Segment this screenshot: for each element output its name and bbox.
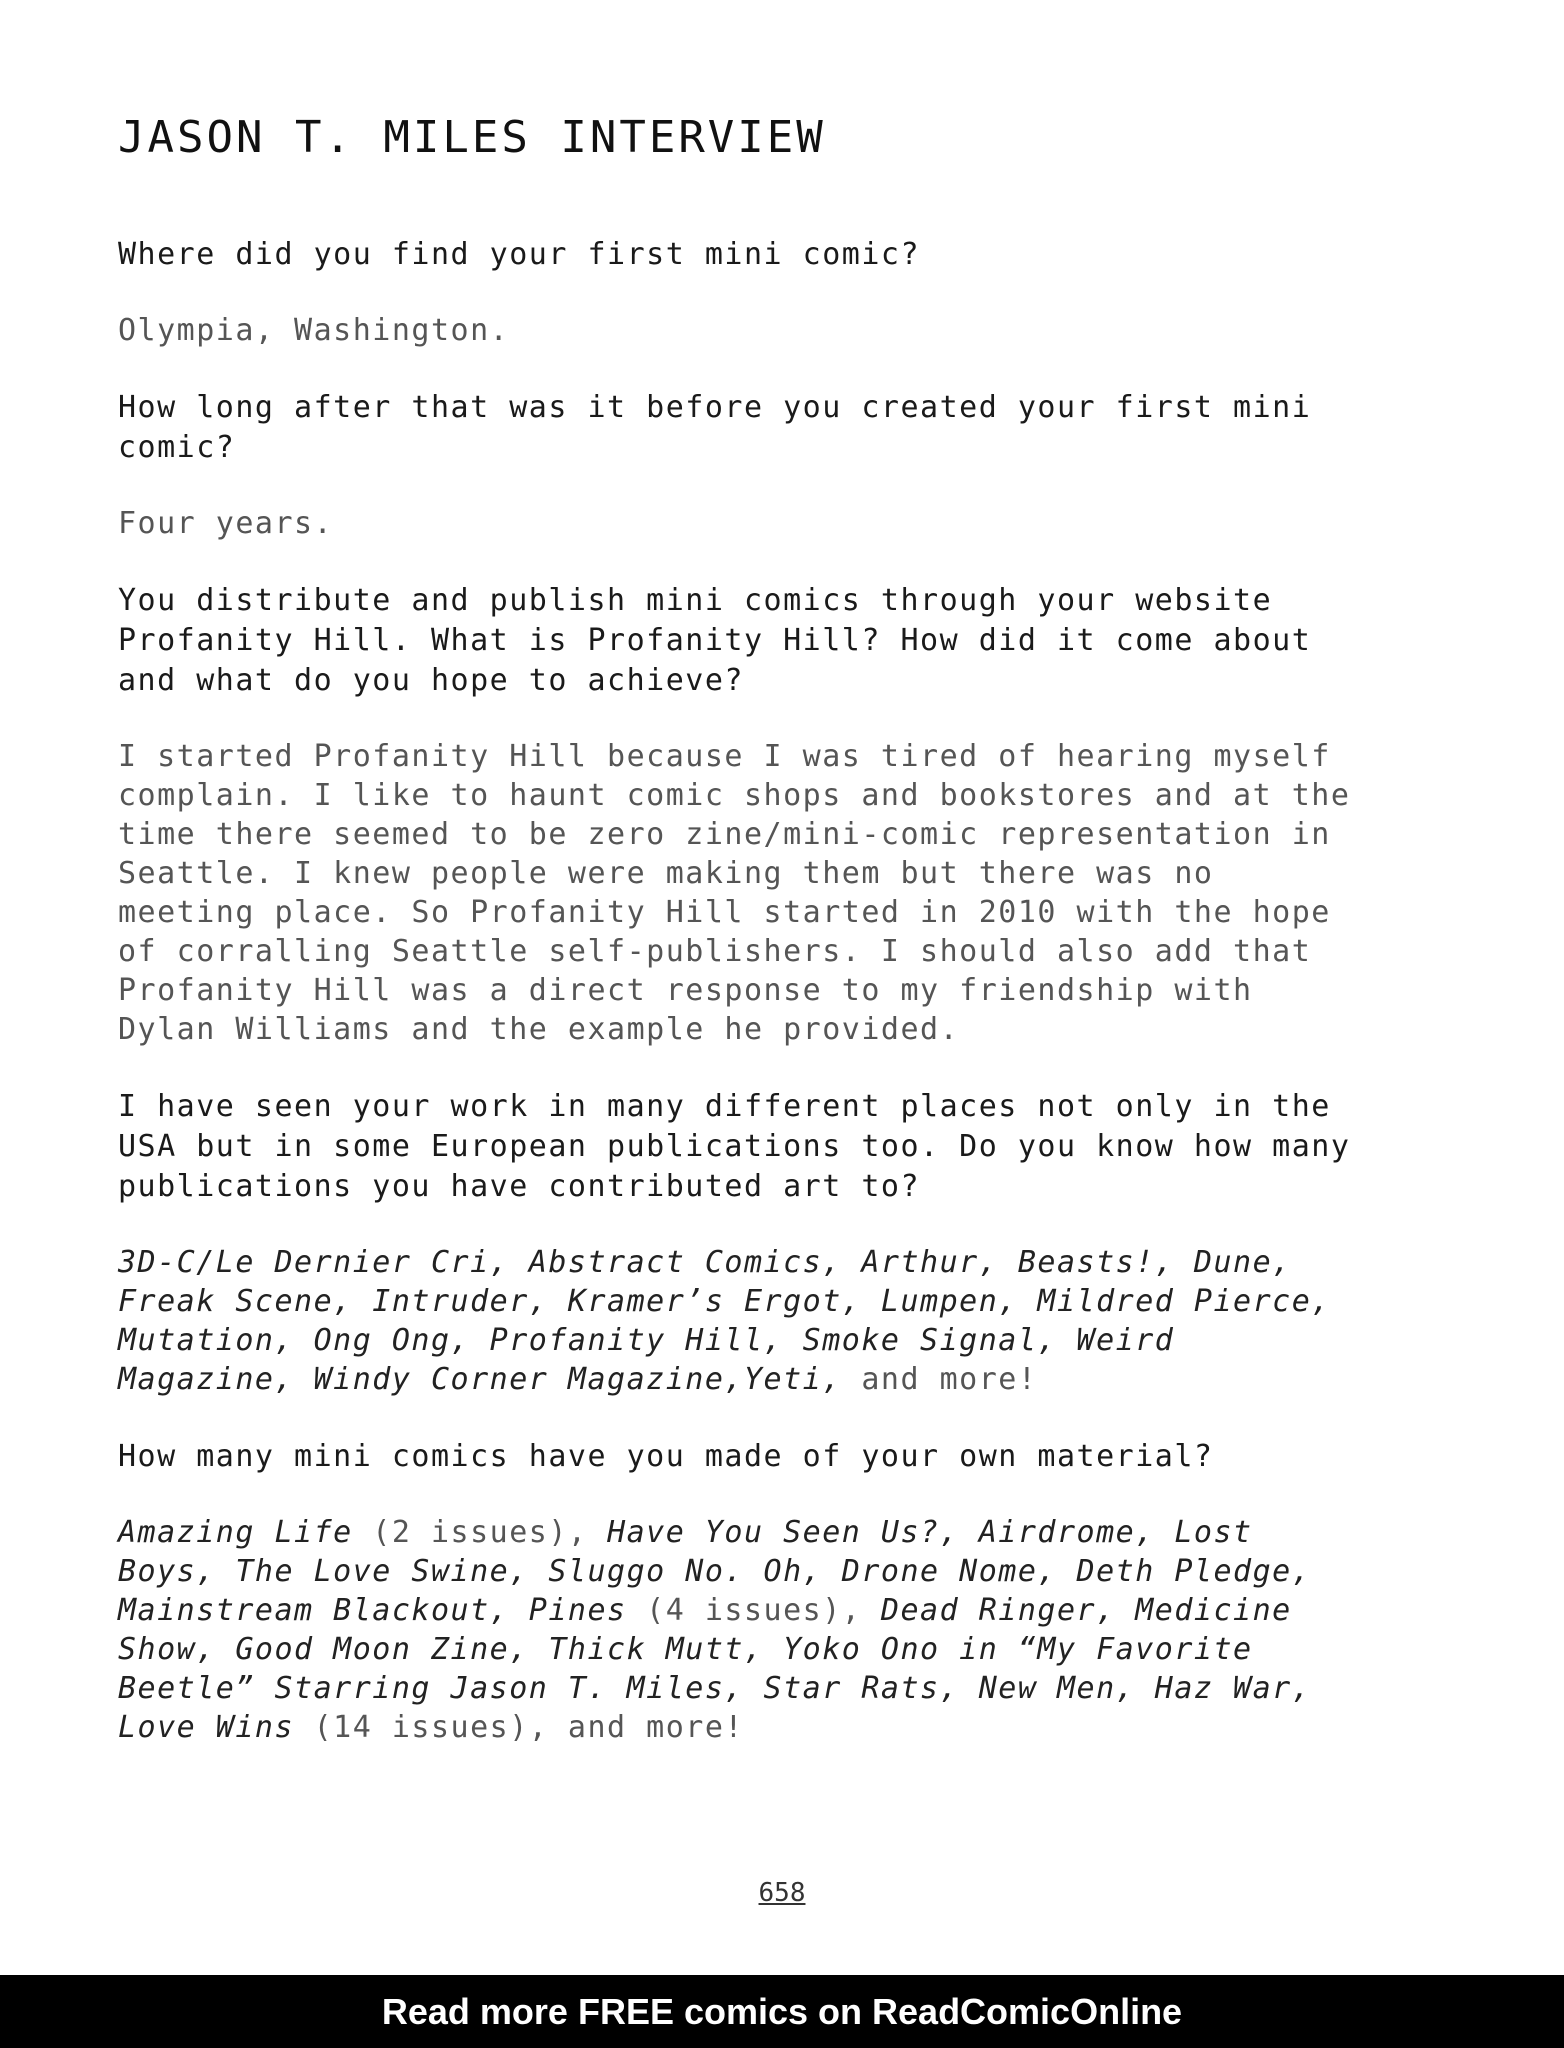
answer-2: Four years. <box>118 506 334 541</box>
answer-1: Olympia, Washington. <box>118 313 510 348</box>
question-5: How many mini comics have you made of your own material? <box>118 1439 1214 1474</box>
question-3: You distribute and publish mini comics through your website Profanity Hill. What is Profanity Hill? How did it come about and what do you hope to achieve? <box>118 583 1312 698</box>
answer-4-tail: and more! <box>841 1362 1038 1397</box>
answer-4 <box>118 1243 1358 1399</box>
answer-5-part-6: (14 issues), and more! <box>294 1710 744 1745</box>
answer-5-part-4: (4 issues), <box>626 1593 881 1628</box>
page-number: 658 <box>758 1878 806 1908</box>
answer-3: I started Profanity Hill because I was tired of hearing myself complain. I like to haunt comic shops and bookstores and at the time there seemed to be zero zine/mini-comic representation in Seattle. I knew people were making them but there was no meeting place. So Profanity Hill started in 2010 with the hope of corralling Seattle self-publishers. I should also add that Profanity Hill was a direct response to my friendship with Dylan Williams and the example he provided. <box>118 739 1351 1047</box>
promo-banner[interactable]: Read more FREE comics on ReadComicOnline <box>0 1975 1564 2048</box>
answer-5-part-2: (2 issues), <box>352 1515 608 1550</box>
answer-5 <box>118 1513 1358 1747</box>
question-1: Where did you find your first mini comic? <box>118 237 921 272</box>
page-title: JASON T. MILES INTERVIEW <box>118 112 826 163</box>
question-4: I have seen your work in many different places not only in the USA but in some European publications too. Do you know how many publications you have contributed art to? <box>118 1089 1351 1204</box>
interview-content <box>118 112 1358 1785</box>
question-2: How long after that was it before you created your first mini comic? <box>118 390 1312 465</box>
publication-list: 3D-C/Le Dernier Cri, Abstract Comics, Arthur, Beasts!, Dune, Freak Scene, Intruder, Kramer’s Ergot, Lumpen, Mildred Pierce, Mutation, Ong Ong, Profanity Hill, Smoke Signal, Weird Magazine, Windy Corner Magazine,Yeti, <box>118 1245 1331 1397</box>
answer-5-part-3: Have You Seen Us?, Airdrome, Lost Boys, The Love Swine, Sluggo No. Oh, Drone Nome, Deth Pledge, Mainstream Blackout, Pines <box>118 1515 1312 1628</box>
answer-5-part-1: Amazing Life <box>118 1515 353 1550</box>
answer-5-part-5: Dead Ringer, Medicine Show, Good Moon Zine, Thick Mutt, Yoko Ono in “My Favorite Beetle” Starring Jason T. Miles, Star Rats, New Men, Haz War, Love Wins <box>118 1593 1312 1745</box>
